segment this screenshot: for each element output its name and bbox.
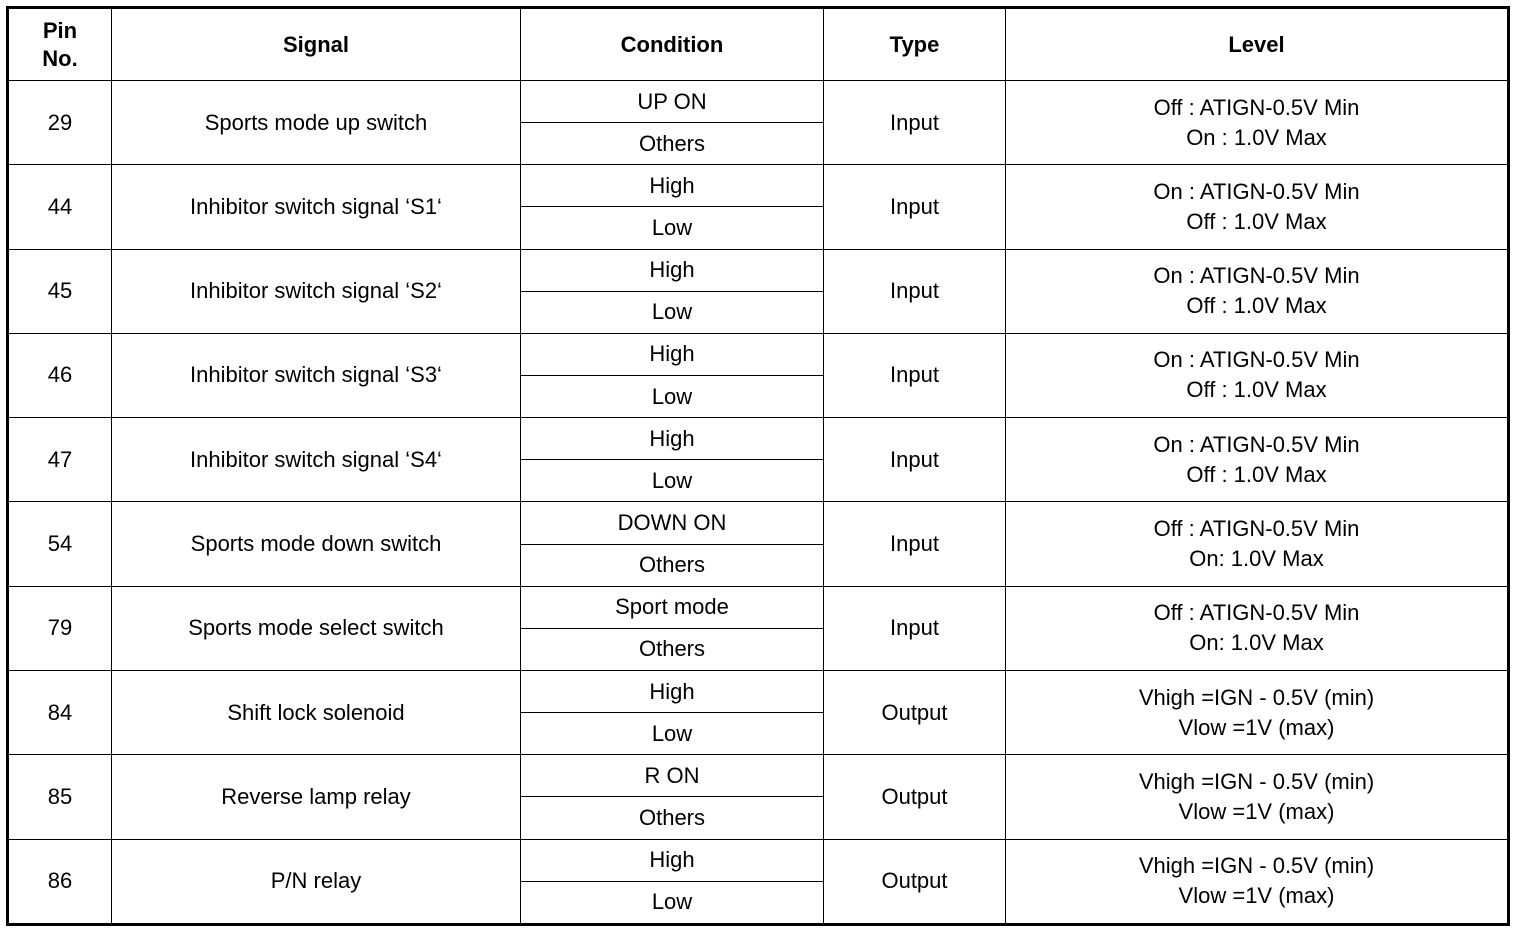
- signal-cell: Shift lock solenoid: [112, 670, 521, 754]
- header-condition: Condition: [521, 8, 824, 81]
- level-cell: [1006, 755, 1509, 839]
- level-cell: [1006, 333, 1509, 417]
- pin-number-cell: 47: [8, 418, 112, 502]
- pin-number-cell: 46: [8, 333, 112, 417]
- condition-cell: UP ON: [521, 81, 824, 123]
- signal-cell: P/N relay: [112, 839, 521, 924]
- type-cell: Input: [824, 502, 1006, 586]
- level-cell: [1006, 839, 1509, 924]
- condition-cell: Low: [521, 291, 824, 333]
- table-row: [8, 81, 1509, 123]
- pin-number-cell: 84: [8, 670, 112, 754]
- header-pin-line1: Pin: [42, 17, 78, 43]
- signal-cell: Sports mode down switch: [112, 502, 521, 586]
- table-row: [8, 165, 1509, 207]
- condition-cell: R ON: [521, 755, 824, 797]
- type-cell: Output: [824, 839, 1006, 924]
- level-cell: [1006, 670, 1509, 754]
- level-line: Off : ATIGN-0.5V Min: [1153, 600, 1360, 626]
- pin-number-cell: 54: [8, 502, 112, 586]
- condition-cell: Low: [521, 713, 824, 755]
- condition-cell: Others: [521, 797, 824, 839]
- level-line: Off : ATIGN-0.5V Min: [1153, 516, 1360, 542]
- table-row: [8, 670, 1509, 712]
- table-row: [8, 249, 1509, 291]
- header-type: Type: [824, 8, 1006, 81]
- type-cell: Input: [824, 249, 1006, 333]
- condition-cell: High: [521, 165, 824, 207]
- table-body: [8, 81, 1509, 925]
- level-line: On : ATIGN-0.5V Min: [1153, 431, 1360, 457]
- level-line: Off : 1.0V Max: [1186, 293, 1327, 319]
- level-line: Off : 1.0V Max: [1186, 208, 1327, 234]
- signal-cell: Inhibitor switch signal ‘S3‘: [112, 333, 521, 417]
- type-cell: Input: [824, 586, 1006, 670]
- type-cell: Input: [824, 165, 1006, 249]
- header-signal: Signal: [112, 8, 521, 81]
- level-line: On: 1.0V Max: [1189, 546, 1324, 572]
- type-cell: Output: [824, 670, 1006, 754]
- level-line: Vlow =1V (max): [1178, 883, 1335, 909]
- pin-number-cell: 44: [8, 165, 112, 249]
- condition-cell: Low: [521, 207, 824, 249]
- table-row: [8, 586, 1509, 628]
- type-cell: Output: [824, 755, 1006, 839]
- level-cell: [1006, 586, 1509, 670]
- condition-cell: Others: [521, 123, 824, 165]
- condition-cell: High: [521, 249, 824, 291]
- pin-number-cell: 85: [8, 755, 112, 839]
- table-row: [8, 502, 1509, 544]
- condition-cell: DOWN ON: [521, 502, 824, 544]
- table-row: [8, 755, 1509, 797]
- condition-cell: Low: [521, 375, 824, 417]
- pin-number-cell: 29: [8, 81, 112, 165]
- level-cell: [1006, 81, 1509, 165]
- signal-cell: Inhibitor switch signal ‘S1‘: [112, 165, 521, 249]
- condition-cell: High: [521, 418, 824, 460]
- condition-cell: Others: [521, 544, 824, 586]
- condition-cell: High: [521, 333, 824, 375]
- level-line: On: 1.0V Max: [1189, 630, 1324, 656]
- type-cell: Input: [824, 418, 1006, 502]
- condition-cell: Low: [521, 460, 824, 502]
- level-cell: [1006, 165, 1509, 249]
- level-line: Vlow =1V (max): [1178, 714, 1335, 740]
- condition-cell: Low: [521, 881, 824, 924]
- type-cell: Input: [824, 333, 1006, 417]
- level-cell: [1006, 502, 1509, 586]
- condition-cell: Others: [521, 628, 824, 670]
- condition-cell: High: [521, 839, 824, 881]
- level-line: Vhigh =IGN - 0.5V (min): [1138, 684, 1375, 710]
- level-line: Vhigh =IGN - 0.5V (min): [1138, 853, 1375, 879]
- pin-number-cell: 79: [8, 586, 112, 670]
- header-level: Level: [1006, 8, 1509, 81]
- pin-number-cell: 45: [8, 249, 112, 333]
- level-line: On : ATIGN-0.5V Min: [1153, 263, 1360, 289]
- level-line: On : ATIGN-0.5V Min: [1153, 178, 1360, 204]
- level-line: Vlow =1V (max): [1178, 798, 1335, 824]
- signal-cell: Reverse lamp relay: [112, 755, 521, 839]
- signal-cell: Inhibitor switch signal ‘S4‘: [112, 418, 521, 502]
- pin-number-cell: 86: [8, 839, 112, 924]
- level-line: Vhigh =IGN - 0.5V (min): [1138, 768, 1375, 794]
- signal-cell: Sports mode select switch: [112, 586, 521, 670]
- type-cell: Input: [824, 81, 1006, 165]
- level-line: Off : 1.0V Max: [1186, 461, 1327, 487]
- header-pin-no: [8, 8, 112, 81]
- header-pin-line2: No.: [42, 45, 78, 71]
- signal-cell: Inhibitor switch signal ‘S2‘: [112, 249, 521, 333]
- level-line: Off : 1.0V Max: [1186, 377, 1327, 403]
- condition-cell: Sport mode: [521, 586, 824, 628]
- table-row: [8, 418, 1509, 460]
- level-line: On : 1.0V Max: [1186, 124, 1327, 150]
- signal-cell: Sports mode up switch: [112, 81, 521, 165]
- level-line: On : ATIGN-0.5V Min: [1153, 347, 1360, 373]
- condition-cell: High: [521, 670, 824, 712]
- level-line: Off : ATIGN-0.5V Min: [1153, 94, 1360, 120]
- level-cell: [1006, 418, 1509, 502]
- table-row: [8, 839, 1509, 881]
- header-row: [8, 8, 1509, 81]
- level-cell: [1006, 249, 1509, 333]
- pin-signal-table: [6, 6, 1510, 926]
- table-row: [8, 333, 1509, 375]
